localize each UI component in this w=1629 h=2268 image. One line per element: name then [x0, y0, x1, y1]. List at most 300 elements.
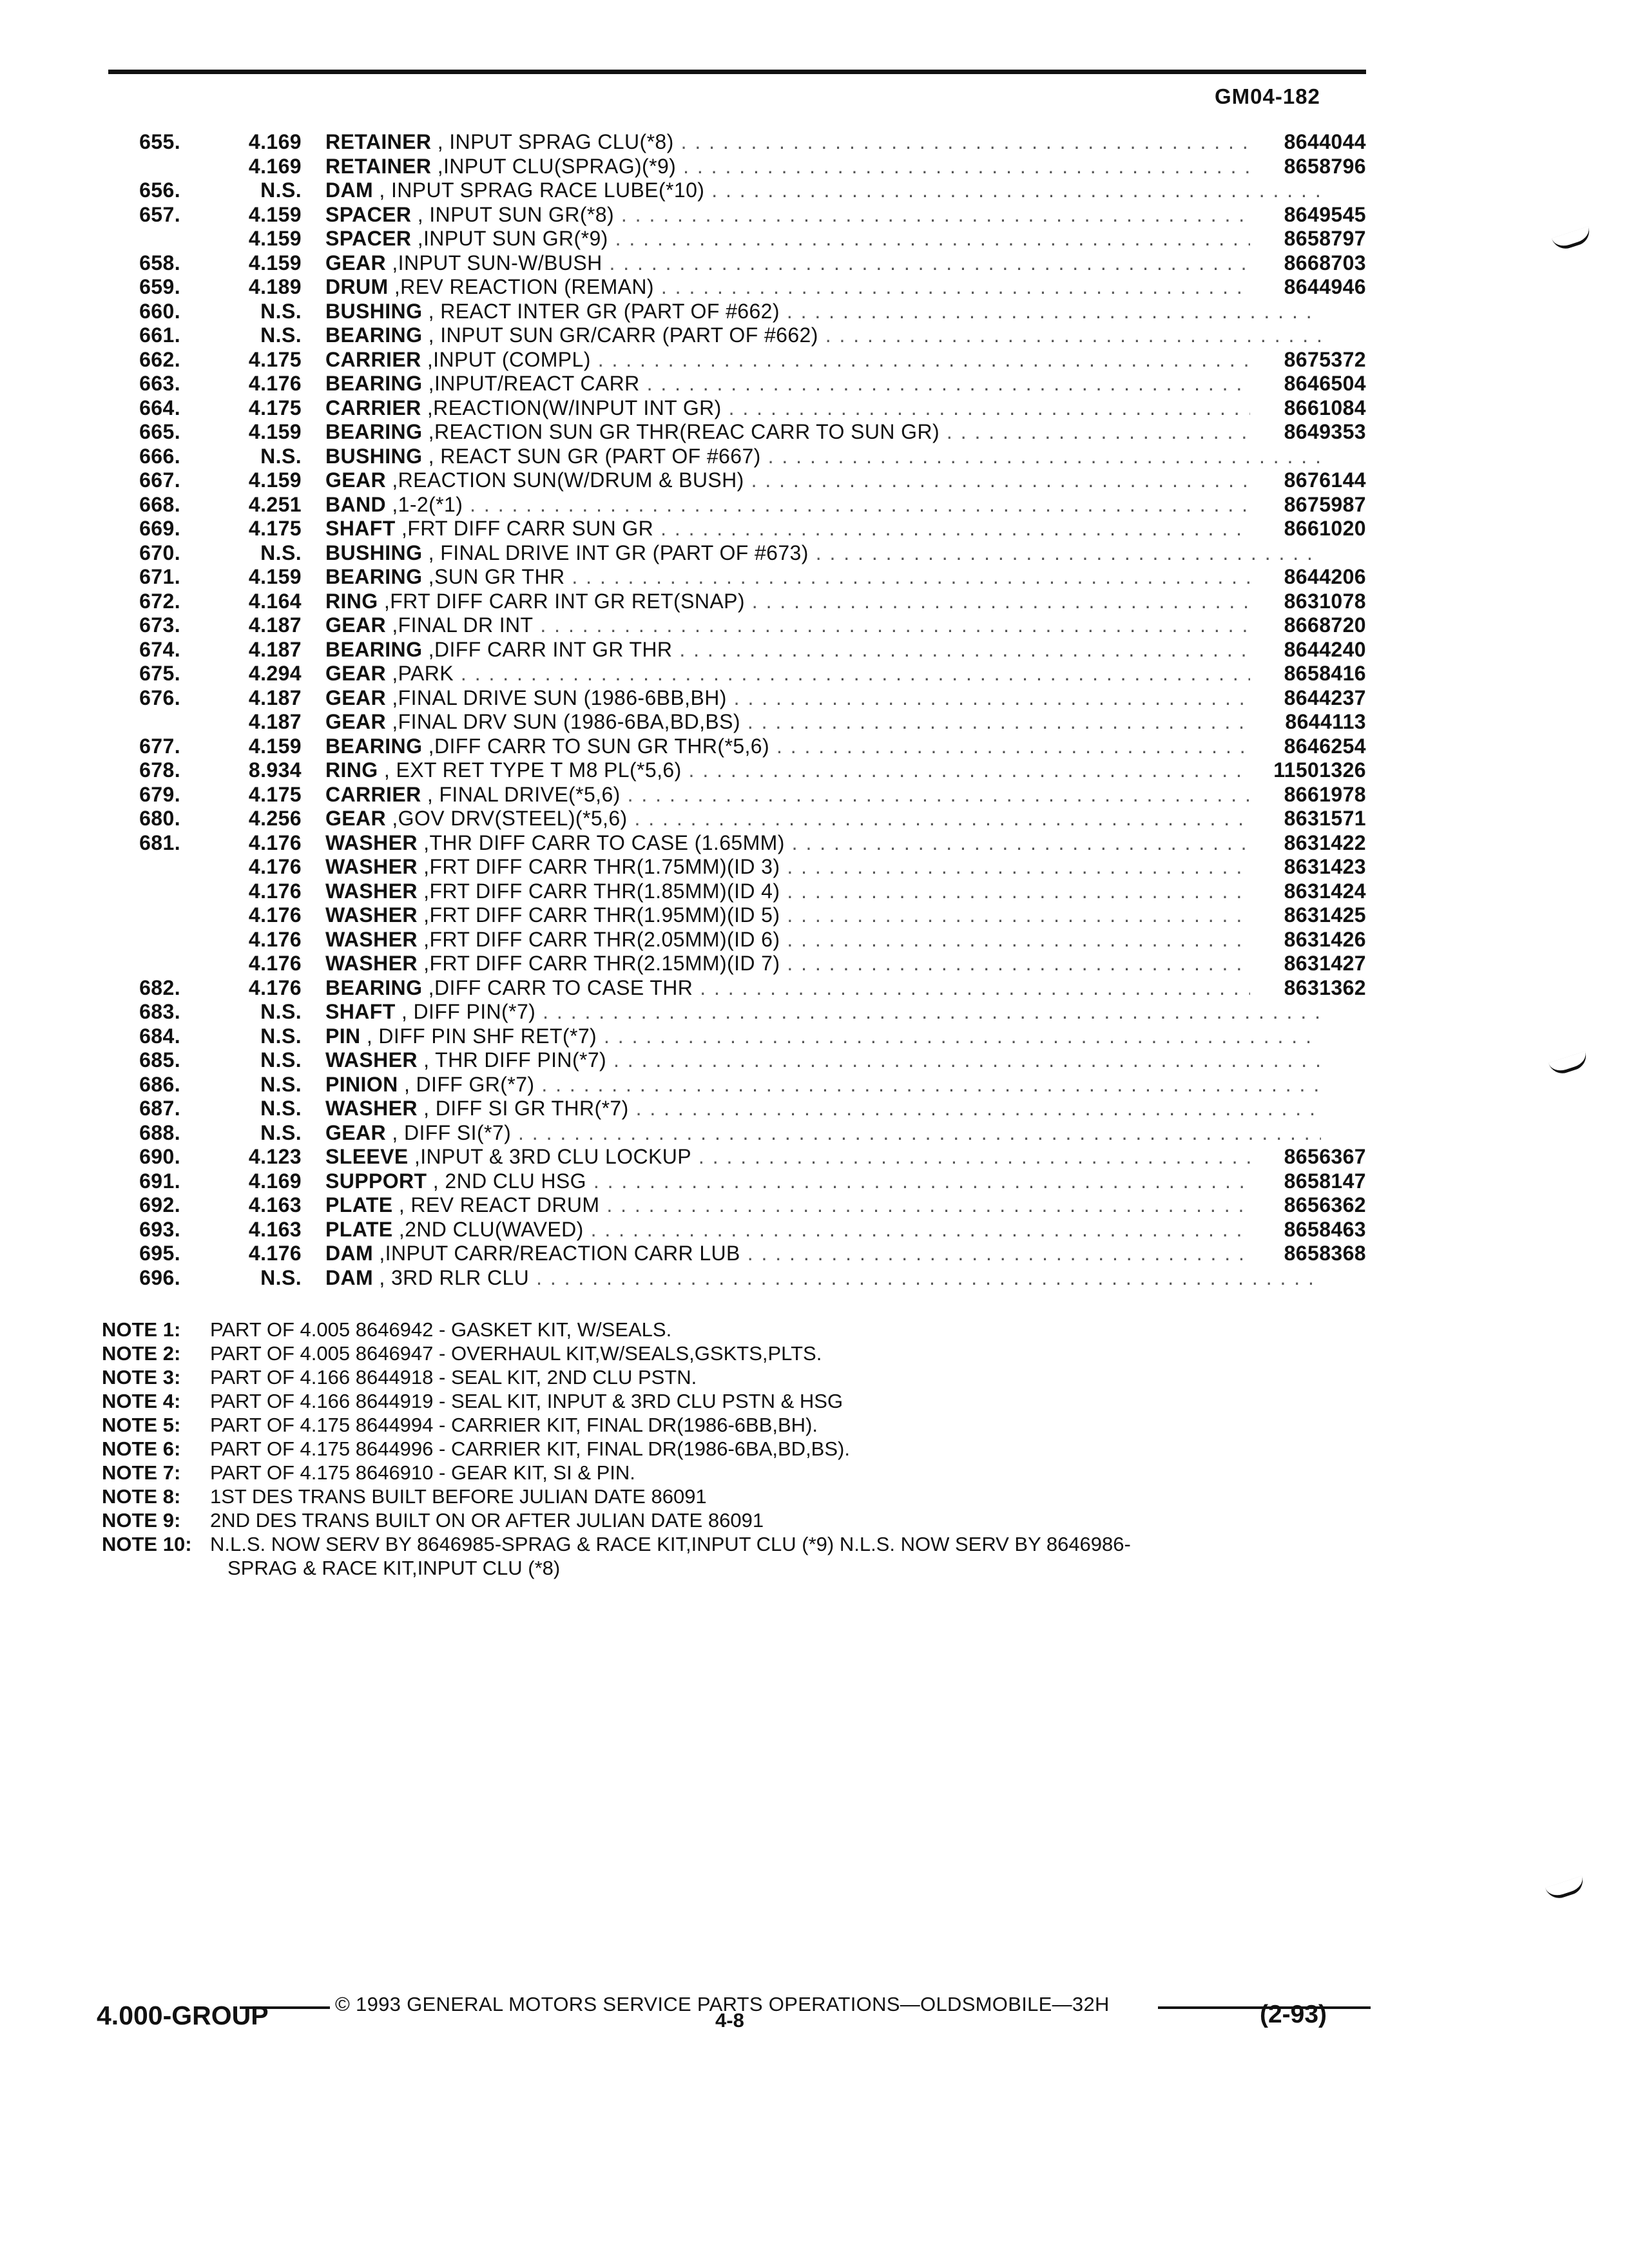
part-row	[97, 1024, 1366, 1049]
part-description	[325, 1193, 1321, 1218]
part-detail: ,FRT DIFF CARR THR(1.95MM)(ID 5) . . .	[423, 903, 1321, 927]
part-description	[325, 323, 1321, 348]
part-description	[325, 613, 1321, 638]
ref-number: 664.	[139, 396, 180, 419]
part-description	[325, 420, 1321, 445]
part-number: 8631571	[1250, 807, 1366, 831]
ref-number: 684.	[139, 1024, 180, 1048]
group-number: 4.163	[248, 1193, 302, 1216]
part-name: GEAR	[325, 468, 387, 492]
part-row	[97, 952, 1366, 976]
part-description	[325, 928, 1321, 952]
group-number: 4.176	[248, 879, 302, 903]
part-row	[97, 227, 1366, 251]
part-name: GEAR	[325, 613, 387, 637]
note-label: NOTE 8:	[102, 1485, 181, 1508]
group-number: 4.164	[248, 589, 302, 613]
note-text: PART OF 4.166 8644919 - SEAL KIT, INPUT & 3RD CLU PSTN & HSG	[210, 1390, 843, 1412]
part-number: 8649353	[1250, 420, 1366, 445]
ref-number: 680.	[139, 807, 180, 830]
note-label: NOTE 7:	[102, 1461, 181, 1484]
part-detail: , FINAL DRIVE INT GR (PART OF #673) . . .	[429, 541, 1321, 564]
note-row	[102, 1318, 1358, 1341]
part-name: BEARING	[325, 420, 423, 443]
part-name: DAM	[325, 1265, 374, 1289]
ref-number: 692.	[139, 1193, 180, 1216]
part-description	[325, 1073, 1321, 1097]
part-description	[325, 155, 1321, 179]
ref-number: 670.	[139, 541, 180, 564]
note-text: 2ND DES TRANS BUILT ON OR AFTER JULIAN DATE 86091	[210, 1509, 764, 1532]
group-number: 4.163	[248, 1217, 302, 1241]
note-row	[102, 1413, 1358, 1437]
group-number: 4.159	[248, 565, 302, 588]
part-number: 8646254	[1250, 735, 1366, 759]
part-description	[325, 251, 1321, 276]
part-name: BEARING	[325, 565, 423, 588]
part-detail: , EXT RET TYPE T M8 PL(*5,6) . . .	[384, 758, 1321, 782]
part-name: BEARING	[325, 372, 423, 395]
part-number: 8631422	[1250, 831, 1366, 856]
part-detail: ,FRT DIFF CARR THR(2.05MM)(ID 6) . . .	[423, 928, 1321, 951]
ref-number: 676.	[139, 686, 180, 709]
part-number: 8644206	[1250, 565, 1366, 590]
copyright-text: © 1993 GENERAL MOTORS SERVICE PARTS OPERATIONS—OLDSMOBILE—32H	[335, 1993, 1110, 2015]
part-description	[325, 831, 1321, 856]
note-label: NOTE 2:	[102, 1342, 181, 1365]
part-detail: ,DIFF CARR INT GR THR . . .	[429, 638, 1321, 661]
part-detail: , 3RD RLR CLU . . .	[379, 1266, 1321, 1289]
part-name: WASHER	[325, 879, 418, 903]
part-detail: ,2ND CLU(WAVED) . . .	[399, 1218, 1321, 1241]
part-number: 8668703	[1250, 251, 1366, 276]
part-description	[325, 468, 1321, 493]
part-description	[325, 372, 1321, 396]
part-detail: ,INPUT & 3RD CLU LOCKUP . . .	[414, 1145, 1321, 1168]
group-number: 4.176	[248, 903, 302, 927]
part-name: RETAINER	[325, 154, 432, 178]
part-number: 8675372	[1250, 348, 1366, 372]
ref-number: 661.	[139, 323, 180, 347]
part-number: 8644113	[1250, 710, 1366, 735]
note-label: NOTE 9:	[102, 1509, 181, 1532]
part-detail: ,SUN GR THR . . .	[429, 565, 1321, 588]
part-number: 8661020	[1250, 517, 1366, 541]
ref-number: 693.	[139, 1217, 180, 1241]
note-row	[102, 1485, 1358, 1508]
part-detail: ,INPUT SUN-W/BUSH . . .	[392, 251, 1321, 274]
part-description	[325, 445, 1321, 469]
part-description	[325, 275, 1321, 300]
part-name: BEARING	[325, 637, 423, 661]
part-detail: , INPUT SPRAG RACE LUBE(*10) . . .	[379, 178, 1321, 202]
note-row	[102, 1556, 1358, 1580]
part-row	[97, 517, 1366, 541]
part-number: 8644240	[1250, 638, 1366, 662]
part-row	[97, 1218, 1366, 1242]
part-name: GEAR	[325, 710, 387, 733]
group-number: 4.159	[248, 420, 302, 443]
part-description	[325, 348, 1321, 372]
part-row	[97, 662, 1366, 686]
part-row	[97, 831, 1366, 856]
part-name: GEAR	[325, 662, 387, 685]
part-name: WASHER	[325, 927, 418, 951]
note-text: PART OF 4.175 8646910 - GEAR KIT, SI & PIN.	[210, 1461, 635, 1484]
part-description	[325, 686, 1321, 711]
part-detail: ,FRT DIFF CARR SUN GR . . .	[401, 517, 1321, 540]
ref-number: 669.	[139, 517, 180, 540]
part-row	[97, 468, 1366, 493]
part-number: 8658147	[1250, 1169, 1366, 1194]
binder-mark	[1552, 226, 1593, 252]
ref-number: 655.	[139, 130, 180, 153]
part-row	[97, 541, 1366, 566]
notes-section	[102, 1318, 1358, 1580]
part-detail: ,REACTION(W/INPUT INT GR) . . .	[427, 396, 1321, 419]
group-number: 4.159	[248, 227, 302, 250]
ref-number: 688.	[139, 1120, 180, 1144]
part-description	[325, 130, 1321, 155]
group-number: 4.187	[248, 613, 302, 637]
part-number: 8631426	[1250, 928, 1366, 952]
part-detail: , INPUT SUN GR(*8) . . .	[418, 203, 1321, 226]
part-row	[97, 1193, 1366, 1218]
part-row	[97, 928, 1366, 952]
part-detail: , INPUT SPRAG CLU(*8) . . .	[438, 130, 1321, 153]
ref-number: 665.	[139, 420, 180, 443]
ref-number: 658.	[139, 251, 180, 274]
part-row	[97, 565, 1366, 590]
part-row	[97, 203, 1366, 227]
part-description	[325, 396, 1321, 421]
group-number: 4.176	[248, 975, 302, 999]
note-text: PART OF 4.175 8644994 - CARRIER KIT, FINAL DR(1986-6BB,BH).	[210, 1414, 818, 1436]
note-row	[102, 1341, 1358, 1365]
part-detail: , 2ND CLU HSG . . .	[433, 1169, 1321, 1193]
ref-number: 686.	[139, 1072, 180, 1096]
group-number: N.S.	[260, 178, 302, 202]
note-row	[102, 1389, 1358, 1413]
note-text: PART OF 4.166 8644918 - SEAL KIT, 2ND CLU PSTN.	[210, 1366, 697, 1389]
group-number: 4.187	[248, 686, 302, 709]
part-detail: ,REV REACTION (REMAN) . . .	[394, 275, 1321, 298]
part-detail: ,FINAL DR INT . . .	[392, 613, 1321, 637]
note-label: NOTE 1:	[102, 1318, 181, 1341]
part-name: BUSHING	[325, 299, 423, 323]
note-row	[102, 1437, 1358, 1461]
ref-number: 666.	[139, 444, 180, 468]
part-row	[97, 1169, 1366, 1194]
part-description	[325, 1121, 1321, 1146]
part-name: BUSHING	[325, 541, 423, 564]
part-name: PIN	[325, 1024, 361, 1048]
part-detail: ,DIFF CARR TO SUN GR THR(*5,6) . . .	[429, 735, 1321, 758]
part-detail: ,INPUT/REACT CARR . . .	[429, 372, 1321, 395]
group-number: 4.176	[248, 372, 302, 395]
part-description	[325, 807, 1321, 831]
part-detail: , DIFF PIN(*7) . . .	[401, 1000, 1321, 1023]
group-number: N.S.	[260, 1097, 302, 1120]
part-description	[325, 1000, 1321, 1024]
part-row	[97, 493, 1366, 517]
part-row	[97, 855, 1366, 879]
part-row	[97, 758, 1366, 783]
part-row	[97, 638, 1366, 662]
ref-number: 663.	[139, 372, 180, 395]
group-number: 4.169	[248, 130, 302, 153]
group-number: 4.159	[248, 251, 302, 274]
ref-number: 695.	[139, 1242, 180, 1265]
part-row	[97, 686, 1366, 711]
document-id: GM04-182	[1215, 84, 1320, 108]
part-detail: ,THR DIFF CARR TO CASE (1.65MM) . . .	[423, 831, 1321, 854]
part-row	[97, 1121, 1366, 1146]
group-number: 4.175	[248, 396, 302, 419]
binder-mark	[1548, 1051, 1590, 1077]
ref-number: 683.	[139, 1000, 180, 1023]
part-name: SHAFT	[325, 517, 396, 540]
part-description	[325, 1169, 1321, 1194]
ref-number: 673.	[139, 613, 180, 637]
part-number: 8631424	[1250, 879, 1366, 904]
group-number: 4.256	[248, 807, 302, 830]
part-row	[97, 976, 1366, 1001]
part-name: SPACER	[325, 202, 412, 226]
group-number: 4.169	[248, 1169, 302, 1193]
part-number: 8631425	[1250, 903, 1366, 928]
part-detail: , REV REACT DRUM . . .	[399, 1193, 1321, 1216]
part-row	[97, 323, 1366, 348]
part-description	[325, 735, 1321, 759]
part-name: GEAR	[325, 251, 387, 274]
ref-number: 678.	[139, 758, 180, 782]
part-number: 8631427	[1250, 952, 1366, 976]
part-row	[97, 275, 1366, 300]
ref-number: 685.	[139, 1048, 180, 1072]
part-detail: , THR DIFF PIN(*7) . . .	[423, 1048, 1321, 1072]
part-description	[325, 1242, 1321, 1266]
part-row	[97, 879, 1366, 904]
group-number: N.S.	[260, 1265, 302, 1289]
part-description	[325, 783, 1321, 807]
part-number: 8649545	[1250, 203, 1366, 227]
part-name: DAM	[325, 1242, 374, 1265]
part-description	[325, 855, 1321, 879]
part-row	[97, 251, 1366, 276]
part-name: BEARING	[325, 975, 423, 999]
part-row	[97, 372, 1366, 396]
part-description	[325, 1048, 1321, 1073]
part-detail: ,INPUT CARR/REACTION CARR LUB . . .	[379, 1242, 1321, 1265]
note-row	[102, 1532, 1358, 1556]
part-description	[325, 1218, 1321, 1242]
part-number: 8658416	[1250, 662, 1366, 686]
group-number: 4.176	[248, 1242, 302, 1265]
note-text: PART OF 4.005 8646947 - OVERHAUL KIT,W/SEALS,GSKTS,PLTS.	[210, 1342, 822, 1365]
group-number: 4.176	[248, 855, 302, 878]
part-description	[325, 227, 1321, 251]
part-detail: ,REACTION SUN GR THR(REAC CARR TO SUN GR) . . .	[429, 420, 1321, 443]
top-rule	[108, 70, 1366, 74]
part-number: 11501326	[1250, 758, 1366, 783]
part-detail: , REACT INTER GR (PART OF #662) . . .	[429, 300, 1321, 323]
part-row	[97, 396, 1366, 421]
group-number: 4.169	[248, 154, 302, 178]
part-name: CARRIER	[325, 347, 421, 371]
part-row	[97, 1242, 1366, 1266]
group-number: 4.187	[248, 710, 302, 733]
part-name: GEAR	[325, 686, 387, 709]
group-number: 8.934	[248, 758, 302, 782]
part-detail: , FINAL DRIVE(*5,6) . . .	[427, 783, 1321, 806]
group-number: N.S.	[260, 323, 302, 347]
note-label: NOTE 3:	[102, 1366, 181, 1389]
part-description	[325, 1024, 1321, 1049]
part-name: PINION	[325, 1072, 398, 1096]
group-number: N.S.	[260, 1120, 302, 1144]
part-name: CARRIER	[325, 396, 421, 419]
group-number: 4.176	[248, 952, 302, 975]
part-row	[97, 783, 1366, 807]
note-text: SPRAG & RACE KIT,INPUT CLU (*8)	[227, 1557, 561, 1579]
part-row	[97, 903, 1366, 928]
part-number: 8658797	[1250, 227, 1366, 251]
note-row	[102, 1365, 1358, 1389]
part-description	[325, 493, 1321, 517]
part-row	[97, 807, 1366, 831]
part-number: 8661978	[1250, 783, 1366, 807]
group-number: N.S.	[260, 1024, 302, 1048]
part-number: 8646504	[1250, 372, 1366, 396]
note-text: 1ST DES TRANS BUILT BEFORE JULIAN DATE 86091	[210, 1485, 707, 1508]
part-row	[97, 445, 1366, 469]
part-number: 8656362	[1250, 1193, 1366, 1218]
ref-number: 696.	[139, 1265, 180, 1289]
part-row	[97, 1266, 1366, 1291]
note-label: NOTE 5:	[102, 1414, 181, 1436]
part-detail: ,1-2(*1) . . .	[392, 493, 1321, 516]
part-row	[97, 155, 1366, 179]
part-name: WASHER	[325, 1097, 418, 1120]
ref-number: 660.	[139, 299, 180, 323]
group-number: 4.159	[248, 734, 302, 758]
group-number: 4.175	[248, 347, 302, 371]
group-label: 4.000-GROUP	[97, 2001, 269, 2030]
group-number: N.S.	[260, 1000, 302, 1023]
part-name: CARRIER	[325, 782, 421, 806]
part-detail: ,FRT DIFF CARR THR(1.75MM)(ID 3) . . .	[423, 855, 1321, 878]
part-row	[97, 735, 1366, 759]
group-number: 4.176	[248, 831, 302, 854]
ref-number: 674.	[139, 637, 180, 661]
part-name: SLEEVE	[325, 1145, 409, 1168]
part-description	[325, 1266, 1321, 1291]
group-number: 4.251	[248, 492, 302, 516]
ref-number: 671.	[139, 565, 180, 588]
ref-number: 657.	[139, 202, 180, 226]
part-number: 8658368	[1250, 1242, 1366, 1266]
group-number: 4.176	[248, 927, 302, 951]
ref-number: 656.	[139, 178, 180, 202]
part-number: 8658796	[1250, 155, 1366, 179]
parts-list	[97, 130, 1366, 1290]
part-name: WASHER	[325, 952, 418, 975]
part-number: 8644946	[1250, 275, 1366, 300]
ref-number: 675.	[139, 662, 180, 685]
part-detail: ,INPUT SUN GR(*9) . . .	[418, 227, 1321, 250]
part-detail: ,DIFF CARR TO CASE THR . . .	[429, 976, 1321, 999]
part-row	[97, 420, 1366, 445]
part-number: 8658463	[1250, 1218, 1366, 1242]
group-number: 4.189	[248, 275, 302, 298]
part-row	[97, 1073, 1366, 1097]
group-number: 4.123	[248, 1145, 302, 1168]
part-detail: ,FRT DIFF CARR THR(1.85MM)(ID 4) . . .	[423, 879, 1321, 903]
part-number: 8668720	[1250, 613, 1366, 638]
part-row	[97, 1048, 1366, 1073]
part-description	[325, 903, 1321, 928]
page-number: 4-8	[715, 2009, 744, 2032]
part-description	[325, 710, 1321, 735]
part-row	[97, 613, 1366, 638]
part-row	[97, 710, 1366, 735]
part-description	[325, 976, 1321, 1001]
date-code: (2-93)	[1260, 2001, 1327, 2028]
ref-number: 677.	[139, 734, 180, 758]
note-label: NOTE 6:	[102, 1437, 181, 1460]
group-number: N.S.	[260, 299, 302, 323]
part-description	[325, 541, 1321, 566]
note-label: NOTE 10:	[102, 1533, 192, 1555]
part-row	[97, 1097, 1366, 1121]
part-row	[97, 348, 1366, 372]
part-detail: , DIFF SI(*7) . . .	[392, 1121, 1321, 1144]
ref-number: 667.	[139, 468, 180, 492]
group-number: N.S.	[260, 444, 302, 468]
part-detail: ,FINAL DRIVE SUN (1986-6BB,BH) . . .	[392, 686, 1321, 709]
part-detail: ,REACTION SUN(W/DRUM & BUSH) . . .	[392, 468, 1321, 492]
part-name: DRUM	[325, 275, 389, 298]
part-description	[325, 565, 1321, 590]
part-name: SHAFT	[325, 1000, 396, 1023]
ref-number: 672.	[139, 589, 180, 613]
part-description	[325, 662, 1321, 686]
part-name: GEAR	[325, 807, 387, 830]
part-name: BEARING	[325, 734, 423, 758]
part-name: WASHER	[325, 1048, 418, 1072]
part-description	[325, 178, 1321, 203]
part-detail: , REACT SUN GR (PART OF #667) . . .	[429, 445, 1321, 468]
part-detail: , DIFF PIN SHF RET(*7) . . .	[367, 1024, 1321, 1048]
part-number: 8631423	[1250, 855, 1366, 879]
part-description	[325, 638, 1321, 662]
part-number: 8675987	[1250, 493, 1366, 517]
ref-number: 691.	[139, 1169, 180, 1193]
part-detail: , DIFF SI GR THR(*7) . . .	[423, 1097, 1321, 1120]
group-number: 4.294	[248, 662, 302, 685]
part-description	[325, 1145, 1321, 1169]
ref-number: 682.	[139, 975, 180, 999]
ref-number: 668.	[139, 492, 180, 516]
part-description	[325, 879, 1321, 904]
part-row	[97, 590, 1366, 614]
part-number: 8644044	[1250, 130, 1366, 155]
part-number: 8631362	[1250, 976, 1366, 1001]
group-number: N.S.	[260, 1048, 302, 1072]
part-name: WASHER	[325, 855, 418, 878]
part-detail: ,FRT DIFF CARR THR(2.15MM)(ID 7) . . .	[423, 952, 1321, 975]
